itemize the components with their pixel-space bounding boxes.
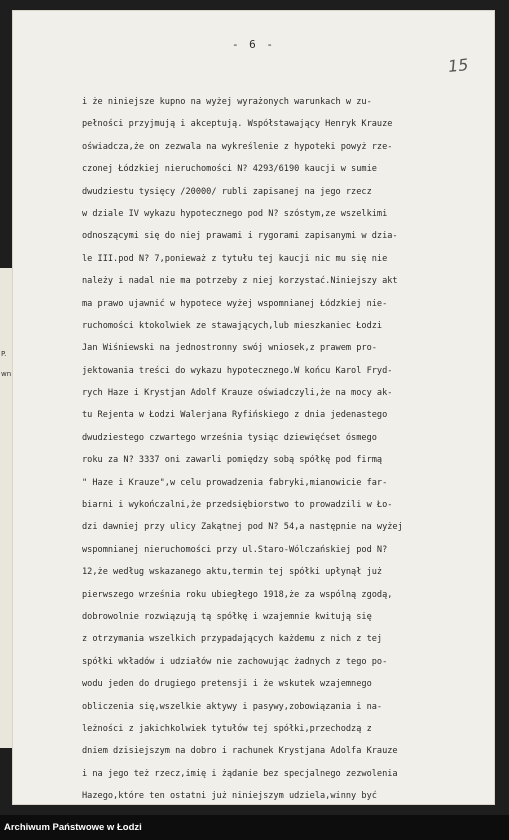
text-line: rych Haze i Krystjan Adolf Krauze oświadczyli,że na mocy ak- [82,388,393,399]
text-line: roku za N? 3337 oni zawarli pomiędzy sobą spółkę pod firmą [82,455,383,466]
document-page [12,10,495,805]
text-line: dzi dawniej przy ulicy Zakątnej pod N? 54,a następnie na wyżej [82,522,403,533]
underlying-page-fragment: wn [1,370,12,378]
text-line: czonej Łódzkiej nieruchomości N? 4293/6190 kaucji w sumie [82,164,377,175]
text-line: oświadcza,że on zezwala na wykreślenie z hypoteki powyż rze- [82,141,393,152]
text-line: dwudziestu tysięcy /20000/ rubli zapisanej na jego rzecz [82,186,372,197]
text-line: w dziale IV wykazu hypotecznego pod N? szóstym,ze wszelkimi [82,208,388,219]
text-line: ruchomości ktokolwiek ze stawających,lub mieszkaniec Łodzi [82,320,383,331]
text-line: obliczenia się,wszelkie aktywy i pasywy,zobowiązania i na- [82,701,383,712]
text-line: Jan Wiśniewski na jednostronny swój wniosek,z prawem pro- [82,343,377,354]
text-line: pierwszego września roku ubiegłego 1918,że za wspólną zgodą, [82,589,393,600]
text-line: wodu jeden do drugiego pretensji i że wskutek wzajemnego [82,679,372,690]
text-line: biarni i wykończalni,że przedsiębiorstwo to prowadzili w Ło- [82,500,393,511]
handwritten-annotation: 15 [447,54,470,77]
text-line: wspomnianej nieruchomości przy ul.Staro-Wólczańskiej pod N? [82,544,388,555]
text-line: jektowania treści do wykazu hypotecznego.W końcu Karol Fryd- [82,365,393,376]
text-line: odnoszącymi się do niej prawami i rygorami zapisanymi w dzia- [82,231,398,242]
text-line: tu Rejenta w Łodzi Walerjana Ryfińskiego z dnia jedenastego [82,410,388,421]
text-line: spółki wkładów i udziałów nie zachowując żadnych z tego po- [82,656,388,667]
text-line: pełności przyjmują i akceptują. Współstawający Henryk Krauze [82,119,393,130]
text-line: i że niniejsze kupno na wyżej wyrażonych warunkach w zu- [82,97,372,107]
archive-name: Archiwum Państwowe w Łodzi [4,822,142,833]
text-line: 12,że według wskazanego aktu,termin tej spółki upłynął już [82,567,383,578]
archive-footer-bar [0,815,509,840]
text-line: Hazego,które ten ostatni już niniejszym udziela,winny być [82,791,377,802]
text-line: dwudziestego czwartego września tysiąc dziewięćset ósmego [82,432,377,443]
text-line: dobrowolnie rozwiązują tą spółkę i wzajemnie kwitują się [82,611,372,622]
text-line: leżności z jakichkolwiek tytułów tej spółki,przechodzą z [82,723,372,734]
text-line: ma prawo ujawnić w hypotece wyżej wspomnianej Łódzkiej nie- [82,298,388,309]
underlying-page-fragment: P. [1,350,7,358]
text-line: z otrzymania wszelkich przypadających każdemu z nich z tej [82,634,383,645]
page-number: - 6 - [231,38,276,51]
text-line: i na jego też rzecz,imię i żądanie bez specjalnego zezwolenia [82,768,398,779]
text-line: le III.pod N? 7,ponieważ z tytułu tej kaucji nic mu się nie [82,253,388,264]
text-line: należy i nadal nie ma potrzeby z niej korzystać.Niniejszy akt [82,276,398,287]
text-line: " Haze i Krauze",w celu prowadzenia fabryki,mianowicie far- [82,477,388,488]
document-body [82,91,482,808]
text-line: dniem dzisiejszym na dobro i rachunek Krystjana Adolfa Krauze [82,746,398,757]
